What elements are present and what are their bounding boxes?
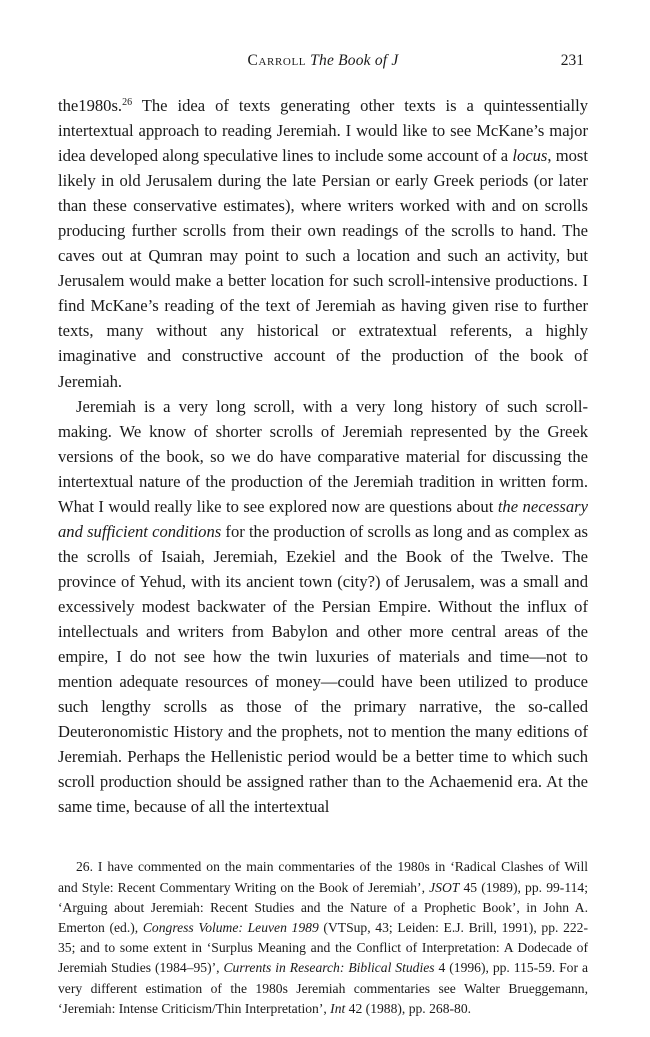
book-page: [58, 52, 588, 1019]
header-author: Carroll: [247, 52, 307, 69]
journal-title: Currents in Research: Biblical Studies: [223, 960, 435, 976]
footnote-number: 26.: [76, 859, 93, 875]
footnote-26: [58, 857, 588, 1019]
book-title: Congress Volume: Leuven 1989: [142, 919, 319, 935]
footnote-reference[interactable]: 26: [122, 97, 133, 108]
footnote-text: 42 (1988), pp. 268-80.: [345, 1000, 472, 1016]
italic-term: locus: [512, 146, 548, 166]
paragraph-text: The idea of texts generating other texts is a quintessentially intertextual approach to reading Jeremiah. I would like to see McKane’s major idea developed along speculative lines to include some account of a: [58, 96, 588, 166]
italic-phrase: the necessary and sufficient conditions: [58, 496, 588, 541]
body-text: [58, 93, 588, 819]
journal-title: Int: [330, 1000, 346, 1016]
paragraph-text: , most likely in old Jerusalem during the late Persian or early Greek periods (or later than these conservative estimates), where writers worked with and on scrolls producing further scrolls from their own readings of the scrolls to hand. The caves out at Qumran may point to such a location and such an activity, but Jerusalem would make a better location for such scroll-intensive productions. I find McKane’s reading of the text of Jeremiah as having given rise to further texts, many without any historical or extratextual referents, a highly imaginative and constructive account of the production of the book of Jeremiah.: [58, 146, 588, 391]
page-number: 231: [560, 52, 584, 69]
footnote-text: (VTSup, 43; Leiden: E.J. Brill, 1991), pp. 222-35; and to some extent in ‘Surplus Meaning and the Conflict of Interpretation: A Dodecade of Jeremiah Studies (1984–95)’,: [58, 919, 589, 976]
journal-title: JSOT: [429, 879, 460, 895]
footnote-text: 45 (1989), pp. 99-114; ‘Arguing about Jeremiah: Recent Studies and the Nature of a Prophetic Book’, in John A. Emerton (ed.),: [58, 879, 588, 935]
running-header: [58, 52, 588, 76]
paragraph-text: for the production of scrolls as long and as complex as the scrolls of Isaiah, Jeremiah, Ezekiel and the Book of the Twelve. The province of Yehud, with its ancient town (city?) of Jerusalem, was a small and excessively modest backwater of the Persian Empire. Without the influx of intellectuals and writers from Babylon and other more central areas of the empire, I do not see how the twin luxuries of materials and time—not to mention adequate resources of money—could have been utilized to produce such lengthy scrolls as those of the primary narrative, the so-called Deuteronomistic History and the prophets, not to mention the many editions of Jeremiah. Perhaps the Hellenistic period would be a better time to which such scroll production should be assigned rather than to the Achaemenid era. At the same time, because of all the intertextual: [58, 521, 588, 817]
paragraph-text: Jeremiah is a very long scroll, with a very long history of such scroll-making. We know of shorter scrolls of Jeremiah represented by the Greek versions of the book, so we do have comparative material for discussing the intertextual nature of the production of the Jeremiah tradition in written form. What I would really like to see explored now are questions about: [58, 396, 588, 516]
running-title: [58, 52, 588, 70]
paragraph: [58, 394, 588, 820]
footnote-text: 4 (1996), pp. 115-59. For a very different estimation of the 1980s Jeremiah commentaries see Walter Brueggemann, ‘Jeremiah: Intense Criticism/Thin Interpretation’,: [58, 960, 588, 1016]
footnote-text: I have commented on the main commentaries of the 1980s in ‘Radical Clashes of Will and Style: Recent Commentary Writing on the Book of Jeremiah’,: [58, 859, 588, 895]
footnotes: [58, 857, 588, 1019]
paragraph-lead: the1980s.: [58, 96, 123, 115]
header-title: The Book of J: [310, 52, 399, 69]
paragraph: [58, 93, 588, 394]
